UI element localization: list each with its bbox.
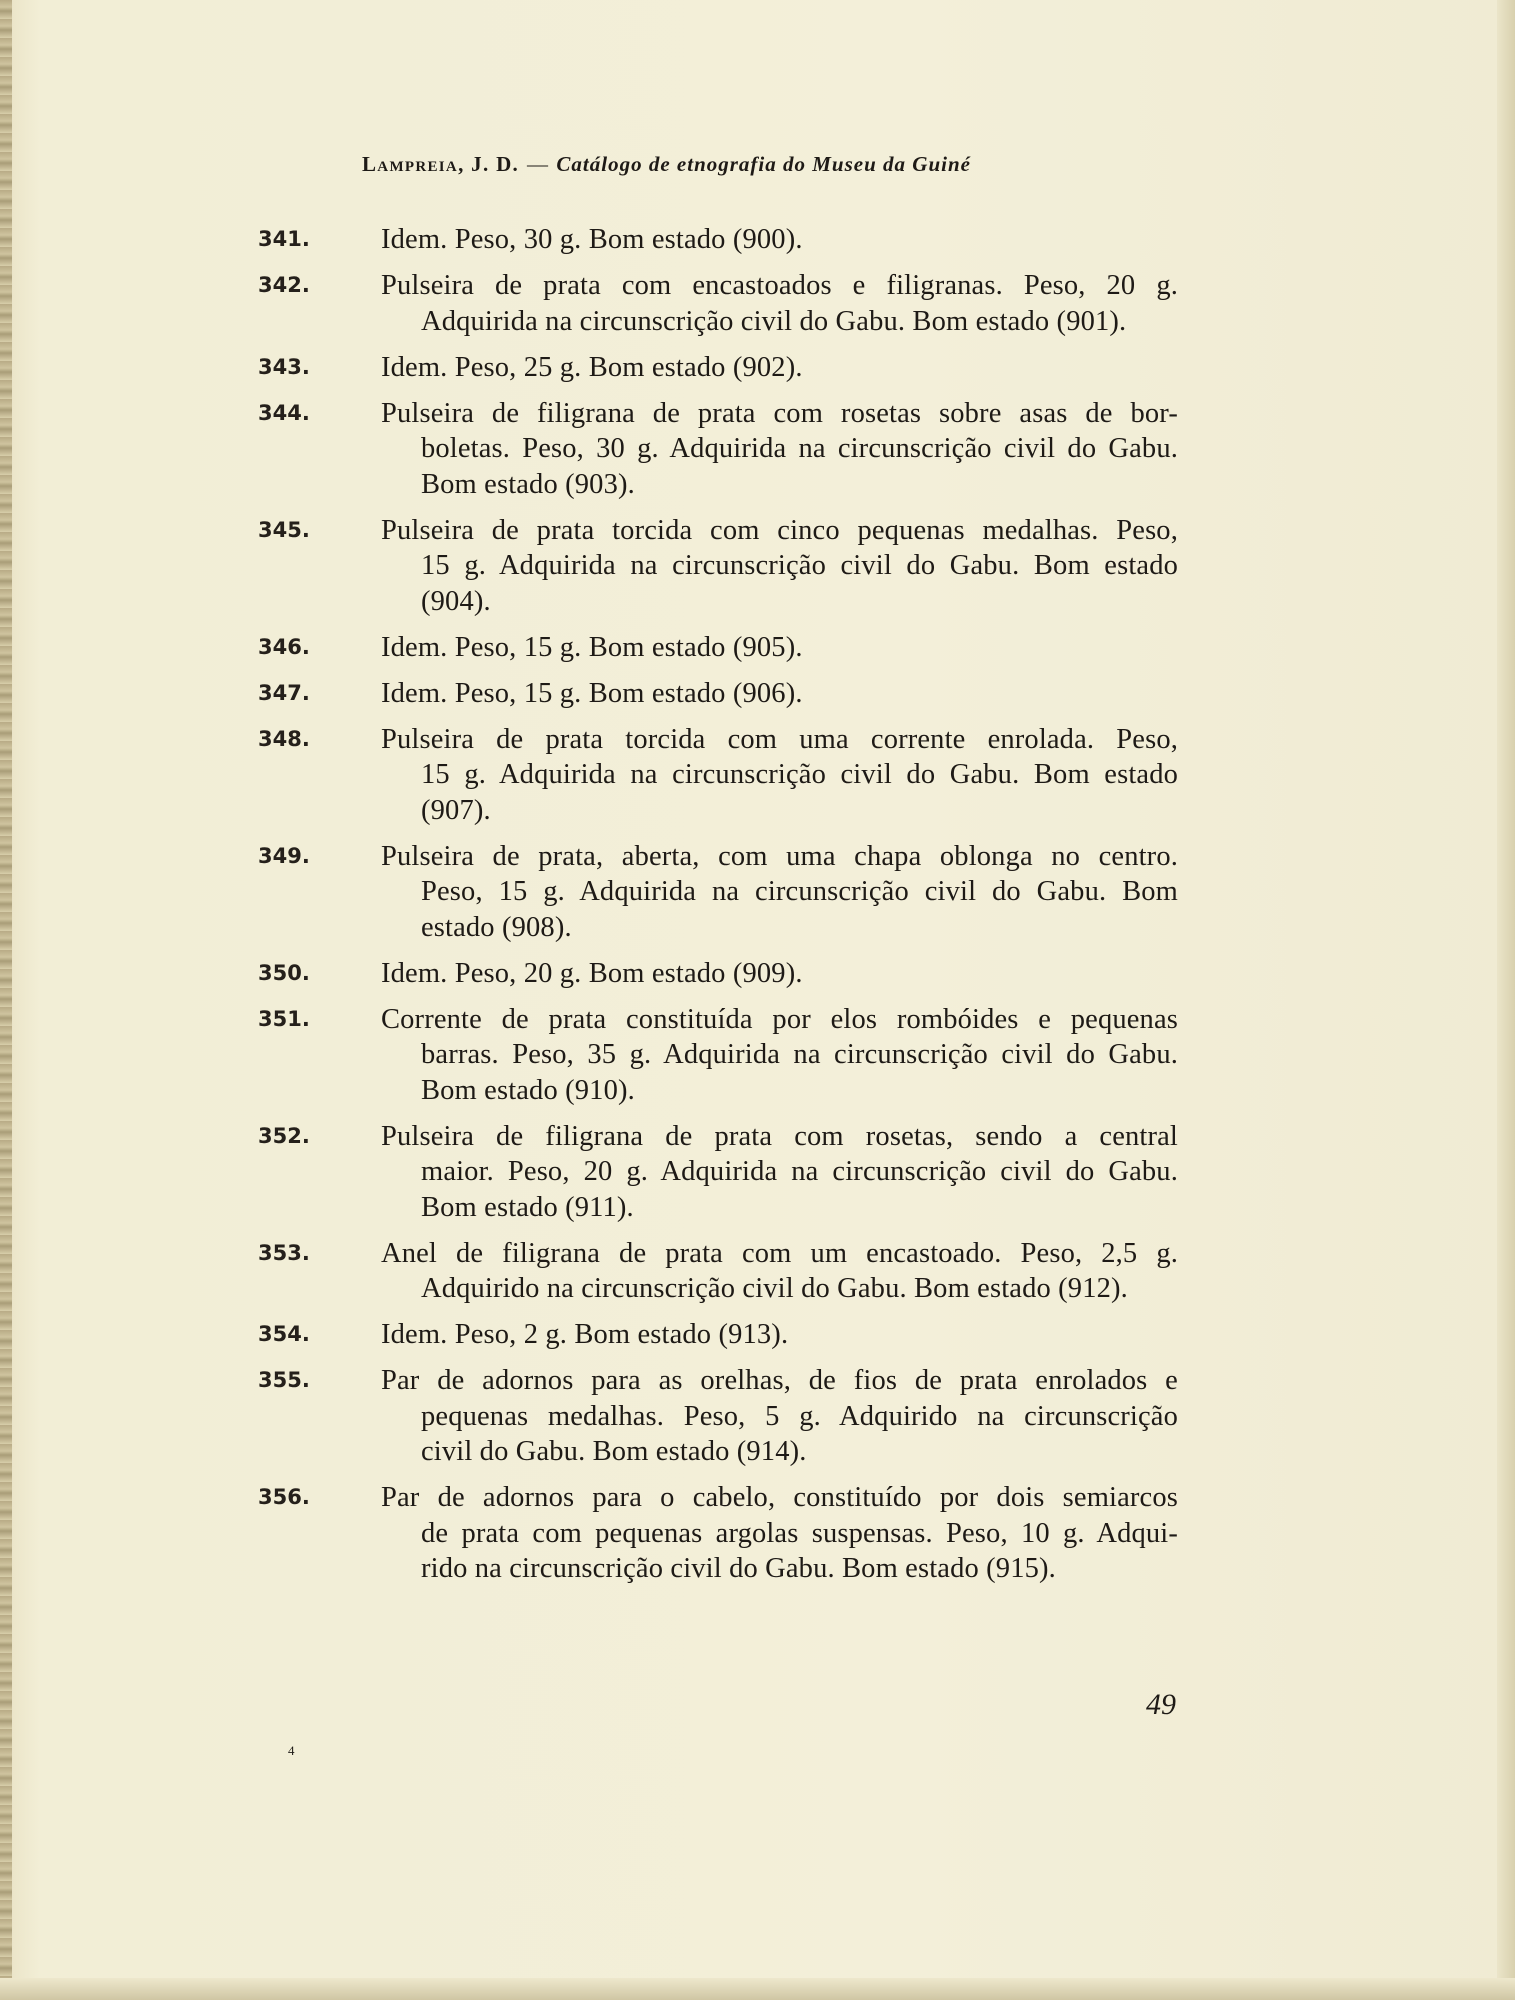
- page-right-edge: [1497, 0, 1515, 2000]
- entry-number: 350.: [258, 960, 310, 985]
- running-header: [362, 152, 971, 177]
- entry-text-line: Bom estado (911).: [421, 1191, 634, 1223]
- entry-text-line: Bom estado (903).: [421, 468, 635, 500]
- entry-number: 352.: [258, 1123, 310, 1148]
- entry-text-line: Bom estado (910).: [421, 1074, 635, 1106]
- entry-text-line: civil do Gabu. Bom estado (914).: [421, 1436, 807, 1467]
- entry-text-line: Idem. Peso, 20 g. Bom estado (909).: [381, 957, 803, 989]
- entry-text-line: Anel de filigrana de prata com um encastoado. Peso, 2,5 g.: [381, 1237, 1178, 1269]
- catalog-entry: [258, 1480, 1178, 1587]
- entry-text-line: Pulseira de prata com encastoados e filigranas. Peso, 20 g.: [381, 270, 1178, 301]
- catalog-entries-list: [258, 222, 1178, 1597]
- printer-signature-mark: 4: [288, 1743, 295, 1758]
- entry-number: 355.: [258, 1368, 310, 1392]
- entry-text-line: Idem. Peso, 25 g. Bom estado (902).: [381, 351, 803, 383]
- catalog-entry: [258, 1119, 1178, 1226]
- entry-text-line: Peso, 15 g. Adquirida na circunscrição civil do Gabu. Bom: [421, 876, 1178, 907]
- entry-text-line: Corrente de prata constituída por elos rombóides e pequenas: [381, 1003, 1178, 1035]
- catalog-entry: [258, 630, 1178, 666]
- entry-text-line: Idem. Peso, 2 g. Bom estado (913).: [381, 1319, 789, 1350]
- page-number: 49: [1146, 1688, 1176, 1721]
- catalog-entry: [258, 1317, 1178, 1353]
- entry-number: 344.: [258, 400, 310, 425]
- entry-text-line: Idem. Peso, 30 g. Bom estado (900).: [381, 224, 803, 255]
- entry-number: 349.: [258, 843, 310, 868]
- entry-text-line: de prata com pequenas argolas suspensas. Peso, 10 g. Adqui-: [421, 1517, 1178, 1549]
- catalog-entry: [258, 350, 1178, 386]
- entry-number: 346.: [258, 634, 310, 659]
- catalog-entry: [258, 956, 1178, 992]
- entry-text-line: Pulseira de filigrana de prata com rosetas sobre asas de bor-: [381, 397, 1178, 429]
- entry-text-line: (904).: [421, 585, 491, 617]
- entry-text-line: Adquirido na circunscrição civil do Gabu. Bom estado (912).: [421, 1273, 1128, 1304]
- header-title: Catálogo de etnografia do Museu da Guiné: [556, 152, 971, 176]
- page-binding-edge: [0, 0, 12, 2000]
- entry-text-line: (907).: [421, 794, 491, 826]
- entry-number: 345.: [258, 517, 310, 542]
- catalog-entry: [258, 513, 1178, 620]
- catalog-entry: [258, 268, 1178, 339]
- catalog-entry: [258, 839, 1178, 946]
- entry-text-line: 15 g. Adquirida na circunscrição civil do Gabu. Bom estado: [421, 759, 1178, 790]
- entry-text-line: pequenas medalhas. Peso, 5 g. Adquirido na circunscrição: [421, 1400, 1178, 1432]
- entry-number: 348.: [258, 726, 310, 751]
- page-bottom-edge: [0, 1978, 1515, 2000]
- entry-number: 347.: [258, 680, 310, 705]
- header-author: Lampreia, J. D.: [362, 152, 520, 176]
- entry-number: 354.: [258, 1322, 310, 1346]
- entry-text-line: Pulseira de prata, aberta, com uma chapa oblonga no centro.: [381, 840, 1178, 872]
- entry-text-line: Pulseira de prata torcida com uma corrente enrolada. Peso,: [381, 723, 1178, 755]
- entry-text-line: Idem. Peso, 15 g. Bom estado (905).: [381, 631, 803, 663]
- entry-number: 353.: [258, 1240, 310, 1265]
- entry-number: 351.: [258, 1006, 310, 1031]
- catalog-entry: [258, 1236, 1178, 1307]
- entry-number: 343.: [258, 354, 310, 379]
- catalog-entry: [258, 722, 1178, 829]
- catalog-entry: [258, 222, 1178, 258]
- entry-text-line: boletas. Peso, 30 g. Adquirida na circunscrição civil do Gabu.: [421, 433, 1178, 464]
- catalog-entry: [258, 396, 1178, 503]
- entry-text-line: Pulseira de filigrana de prata com rosetas, sendo a central: [381, 1120, 1178, 1152]
- entry-text-line: Pulseira de prata torcida com cinco pequenas medalhas. Peso,: [381, 514, 1178, 546]
- entry-text-line: 15 g. Adquirida na circunscrição civil do Gabu. Bom estado: [421, 550, 1178, 581]
- entry-text-line: Par de adornos para as orelhas, de fios de prata enrolados e: [381, 1365, 1178, 1396]
- entry-text-line: maior. Peso, 20 g. Adquirida na circunscrição civil do Gabu.: [421, 1156, 1178, 1187]
- entry-text-line: estado (908).: [421, 911, 572, 943]
- entry-number: 342.: [258, 273, 310, 297]
- entry-number: 356.: [258, 1485, 310, 1509]
- catalog-entry: [258, 1002, 1178, 1109]
- entry-text-line: barras. Peso, 35 g. Adquirida na circunscrição civil do Gabu.: [421, 1039, 1178, 1070]
- entry-text-line: Idem. Peso, 15 g. Bom estado (906).: [381, 677, 803, 709]
- entry-number: 341.: [258, 227, 310, 251]
- catalog-entry: [258, 676, 1178, 712]
- catalog-entry: [258, 1363, 1178, 1470]
- entry-text-line: Adquirida na circunscrição civil do Gabu. Bom estado (901).: [421, 305, 1127, 337]
- entry-text-line: rido na circunscrição civil do Gabu. Bom estado (915).: [421, 1553, 1056, 1584]
- header-separator: —: [526, 152, 549, 176]
- entry-text-line: Par de adornos para o cabelo, constituído por dois semiarcos: [381, 1482, 1178, 1513]
